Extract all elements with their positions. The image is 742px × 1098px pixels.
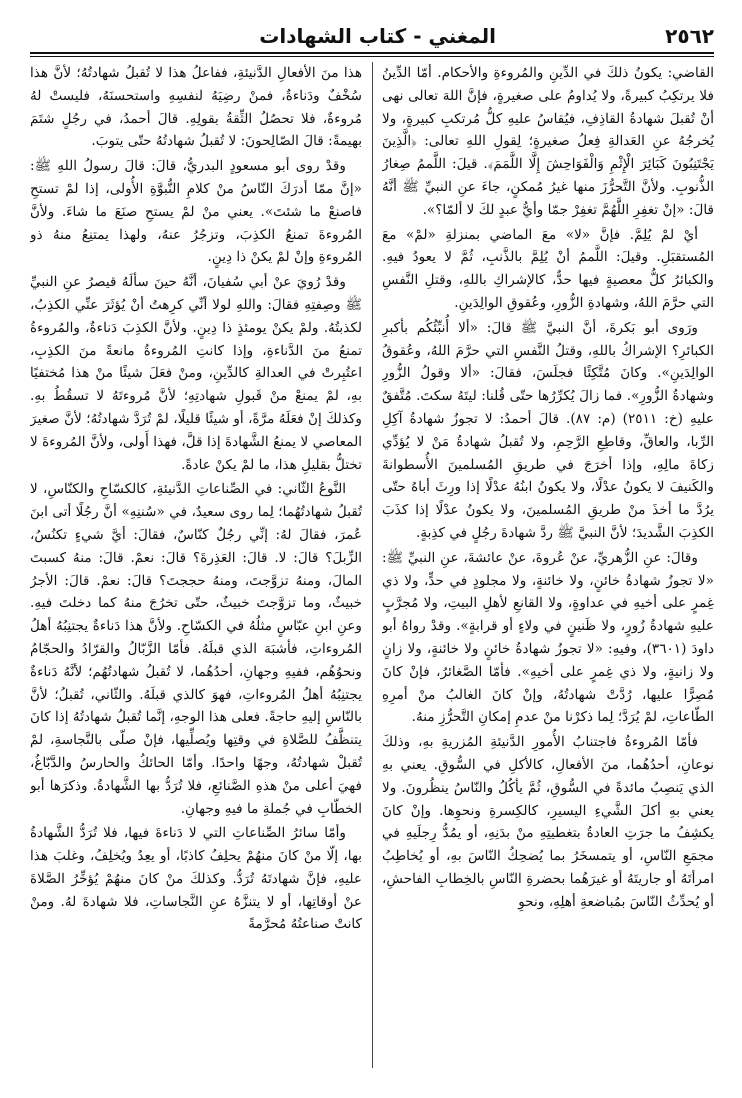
paragraph: القاضي: يكونُ ذلكَ في الدِّينِ والمُروءةِ والأحكام. أمّا الدِّينُ فلا يرتكِبُ كبيرةً، ولا يُداومُ على صغيرةٍ، فإنَّ اللهَ تعالى نهى أنْ تُقبلَ شهادةُ القاذِفِ، فيُقاسُ عليهِ كلُّ مُرتكبِ كبيرةٍ، ولا يُخرجُهُ عنِ العَدالةِ فِعلُ صغيرةٍ؛ لِقولِ اللهِ تعالى: ﴿الَّذِينَ يَجْتَنِبُونَ كَبَائِرَ الْإِثْمِ وَالْفَوَاحِشَ إِلَّا اللَّمَمَ﴾. قيلَ: اللَّممُ صِغارُ الذُّنوبِ. ولأنَّ التَّحرُّزَ منها غيرُ مُمكنٍ، جاءَ عنِ النبيِّ ﷺ أنَّهُ قالَ: «إنْ تغفِرِ اللَّهُمَّ تغفِرْ جمّا وأيُّ عبدٍ لكَ لا ألمّا؟». bbox=[382, 65, 714, 218]
paragraph: وأمّا سائرُ الصِّناعاتِ التي لا دَناءةَ فيها، فلا تُرَدُّ الشَّهادةُ بها، إلّا منْ كانَ منهُمْ يحلِفُ كاذبًا، أو يعِدُ ويُخلِفُ، وغلبَ هذا عليهِ، فإنَّ شهادتَهُ تُرَدُّ. وكذلكَ منْ كانَ منهُمْ يُؤخِّرُ الصَّلاةَ عنْ أوقاتِها، أو لا يتنزَّهُ عنِ النَّجاساتِ، فلا شهادةَ لهُ. ومنْ كانتْ صناعتُهُ مُحرَّمةً bbox=[30, 825, 362, 933]
header-rule bbox=[30, 52, 714, 54]
paragraph: ورَوى أبو بَكرةَ، أنَّ النبيَّ ﷺ قالَ: «ألا أُنبِّئُكُم بأكبرِ الكبائرِ؟ الإشراكُ باللهِ، وقتلُ النَّفسِ التي حرَّمَ اللهُ، وعُقوقُ الوالِدَينِ». وكانَ مُتَّكِئًا فجلَسَ، فقالَ: «ألا وقولُ الزُّورِ وشهادةُ الزُّورِ». فما زالَ يُكرِّرُها حتّى قُلنا: ليتَهُ سكتَ. مُتَّفقٌ عليهِ (خ: ٢٥١١) (م: ٨٧). قالَ أحمدُ: لا تجوزُ شهادةُ آكِلِ الرِّبا، والعاقِّ، وقاطِعِ الرَّحِمِ، ولا تُقبلُ شهادةُ مَنْ لا يُؤدِّي زكاةَ مالِهِ، وإذا أخرَجَ في طريقِ المُسلمينَ الأُسطوانةَ والكَنيفَ لا يكونُ عدْلًا، ولا يكونُ ابنُهُ عدْلًا إذا ورِثَ أباهُ حتّى يرُدَّ ما أخذَ منْ طريقِ المُسلمينَ، ولا يكونُ عدْلًا إذا كذَبَ الكذِبَ الشَّديدَ؛ لأنَّ النبيَّ ﷺ ردَّ شهادةَ رجُلٍ في كذِبةٍ. bbox=[382, 319, 714, 541]
column-divider bbox=[372, 62, 373, 1068]
paragraph: النَّوعُ الثّاني: في الصِّناعاتِ الدَّنيئةِ، كالكسّاحِ والكنّاسِ، لا تُقبلُ شهادتُهُما؛ لِما روى سعيدٌ، في «سُننِهِ» أنَّ رجُلًا أتى ابنَ عُمرَ، فقالَ لهُ: إنِّي رجُلٌ كنّاسٌ، فقالَ: أيَّ شيءٍ تكنُسُ، الزِّبلَ؟ قالَ: لا. قالَ: العَذِرةَ؟ قالَ: نعمْ. قالَ: منهُ كسبتَ المالَ، ومنهُ تزوَّجتَ، ومنهُ حججتَ؟ قالَ: نعمْ. قالَ: الأجرُ خبيثٌ، وما تزوَّجتَ خبيثٌ، حتّى تخرُجَ منهُ كما دخلتَ فيهِ. وعنِ ابنِ عبّاسٍ مثلُهُ في الكسّاحِ. ولأنَّ هذا دَناءةٌ يجتنِبُهُ أهلُ المُروءاتِ، فأشبَهَ الذي قبلَهُ. فأمّا الزَّبّالُ والقرّادُ والحجّامُ ونحوُهُم، ففيهِ وجهانِ، أحدُهُما، لا تُقبلُ شهادتُهُم؛ لأنَّهُ دَناءةٌ يجتنِبُهُ أهلُ المُروءاتِ، فهوَ كالذي قبلَهُ. والثّاني، تُقبلُ؛ لأنَّ بالنّاسِ إليهِ حاجةً. فعلى هذا الوجهِ، إنَّما تُقبلُ شهادتُهُ إذا كانَ يتنظَّفُ للصَّلاةِ في وقتِها ويُصلِّيها، فإنْ صلّى بالنَّجاسةِ، لمْ تُقبلْ شهادتُهُ، وجهًا واحدًا. وأمّا الحائكُ والحارسُ والدَّبّاغُ، فهيَ أعلى منْ هذهِ الصَّنائعِ، فلا تُرَدُّ بها الشَّهادةُ. وذكرَها أبو الخطّابِ في جُملةِ ما فيهِ وجهانِ. bbox=[30, 481, 362, 817]
page-header bbox=[30, 14, 714, 48]
left-column bbox=[30, 62, 362, 1068]
page-number: ٢٥٦٢ bbox=[665, 24, 714, 48]
paragraph: وقدْ روى أبو مسعودٍ البدريُّ، قالَ: قالَ رسولُ اللهِ ﷺ: «إنَّ ممّا أدرَكَ النّاسُ منْ كلامِ النُّبوَّةِ الأُولى، إذا لمْ تستحِ فاصنعْ ما شئتَ». يعني منْ لمْ يستحِ صنَعَ ما شاءَ. ولأنَّ المُروءةَ تمنعُ الكذِبَ، وتزجُرُ عنهُ، ولهذا يمتنِعُ منهُ ذو المُروءةِ وإنْ لمْ يكنْ ذا دِينٍ. bbox=[30, 158, 362, 266]
book-title: المغني - كتاب الشهادات bbox=[259, 24, 496, 48]
text-columns bbox=[30, 62, 714, 1068]
paragraph: وقالَ: عنِ الزُّهريِّ، عنْ عُروةَ، عنْ عائشةَ، عنِ النبيِّ ﷺ: «لا تجوزُ شهادةُ خائنٍ، ولا خائنةٍ، ولا مجلودٍ في حدٍّ، ولا ذي غِمرٍ على أخيهِ في عداوةٍ، ولا القانعِ لأهلِ البيتِ، ولا مُجرَّبٍ عليهِ شهادةُ زُورٍ، ولا ظَنينٍ في ولاءٍ أو قرابةٍ». وقدْ رواهُ أبو داودَ (٣٦٠١)، وفيهِ: «لا تجوزُ شهادةُ خائنٍ ولا خائنةٍ، ولا زانٍ ولا زانيةٍ، ولا ذي غِمرٍ على أخيهِ». فأمّا الصَّغائرُ، فإنْ كانَ مُصِرًّا عليها، رُدَّتْ شهادتُهُ، وإنْ كانَ الغالبُ منْ أمرِهِ الطّاعاتِ، لمْ يُرَدَّ؛ لِما ذكرْنا منْ عدمِ إمكانِ التَّحرُّزِ منهُ. bbox=[382, 549, 714, 726]
paragraph: فأمّا المُروءةُ فاجتنابُ الأُمورِ الدَّنيئةِ المُزريةِ بهِ، وذلكَ نوعانِ، أحدُهُما، منَ الأفعالِ، كالأكلِ في السُّوقِ. يعني بهِ الذي يَنصِبُ مائدةً في السُّوقِ، ثُمَّ يأكُلُ والنّاسُ ينظُرونَ. ولا يعني بهِ أكلَ الشَّيءِ اليسيرِ، كالكِسرةِ ونحوِها. وإنْ كانَ يكشِفُ ما جرَتِ العادةُ بتغطيتِهِ منْ بدَنِهِ، أو يمُدُّ رِجلَيهِ في مجمَعِ النّاسِ، أو يتمسخَرُ بما يُضحِكُ النّاسَ بهِ، أو يُخاطِبُ امرأتَهُ أو جاريتَهُ أو غيرَهُما بحضرةِ النّاسِ بالخِطابِ الفاحشِ، أو يُحدِّثُ النّاسَ بمُباضعةِ أهلِهِ، ونحوِ bbox=[382, 734, 714, 910]
paragraph: هذا منَ الأفعالِ الدَّنيئةِ، ففاعلُ هذا لا تُقبلُ شهادتُهُ؛ لأنَّ هذا سُخْفٌ ودَناءةٌ، فمنْ رضِيَهُ لنفسِهِ واستحسنَهُ، فليستْ لهُ مُروءةٌ، فلا تحصُلُ الثِّقةُ بقولِهِ. قالَ أحمدُ، في رجُلٍ شتَمَ بهيمةً: قالَ الصّالِحونَ: لا تُقبلُ شهادتُهُ حتّى يتوبَ. bbox=[30, 65, 362, 150]
right-column bbox=[382, 62, 714, 1068]
header-rule-thin bbox=[30, 56, 714, 57]
paragraph: وقدْ رُويَ عنْ أبي سُفيانَ، أنَّهُ حينَ سألَهُ قيصرُ عنِ النبيِّ ﷺ وصِفتِهِ فقالَ: واللهِ لولا أنِّي كرِهتُ أنْ يُؤثَرَ عنِّي الكذِبُ، لكذبتُهُ. ولمْ يكنْ يومئذٍ ذا دِينٍ. ولأنَّ الكذِبَ دَناءةٌ، والمُروءةُ تمنعُ منَ الدَّناءةِ، وإذا كانتِ المُروءةُ مانعةً منَ الكذِبِ، اعتُبِرتْ في العدالةِ كالدِّينِ، ومنْ فعَلَ شيئًا منْ هذا مُختفيًا بهِ، لمْ يمنعْ منْ قَبولِ شهادتِهِ؛ لأنَّ مُروءتَهُ لا تسقُطُ بهِ. وكذلكَ إنْ فعَلَهُ مرَّةً، أو شيئًا قليلًا، لمْ تُرَدَّ شهادتُهُ؛ لأنَّ صغيرَ المعاصي لا يمنعُ الشَّهادةَ إذا قلَّ، فهذا أَولى، ولأنَّ المُروءةَ لا تختلُّ بقليلِ هذا، ما لمْ يكنْ عادةً. bbox=[30, 274, 362, 473]
paragraph: أيْ لمْ يُلِمَّ. فإنَّ «لا» معَ الماضي بمنزلةِ «لمْ» معَ المُستقبَلِ. وقيلَ: اللَّممُ أنْ يُلِمَّ بالذَّنبِ، ثُمَّ لا يعودُ فيهِ. والكبائرُ كلُّ معصيةٍ فيها حدٌّ، كالإشراكِ باللهِ، وقتلِ النَّفسِ التي حرَّمَ اللهُ، وشهادةِ الزُّورِ، وعُقوقِ الوالِدَينِ. bbox=[382, 226, 714, 311]
